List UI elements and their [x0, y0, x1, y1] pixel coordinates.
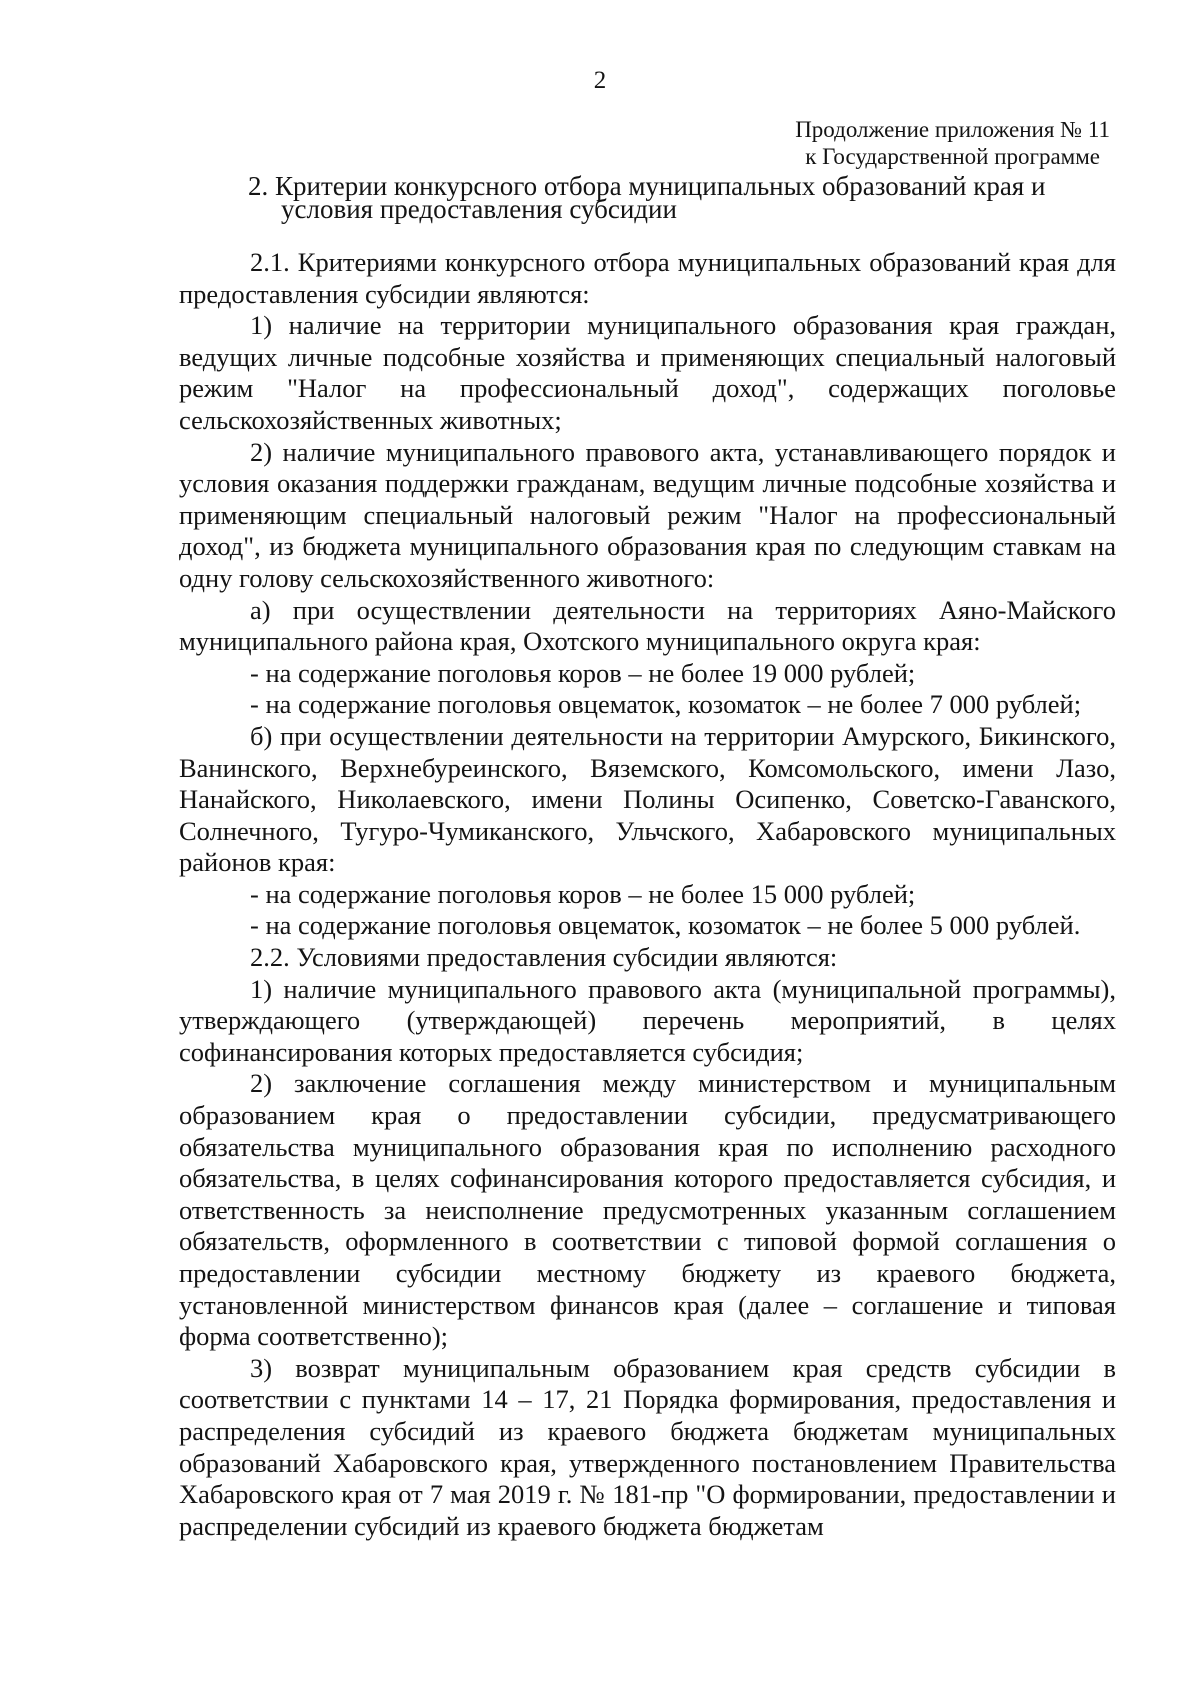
- appendix-note-line: к Государственной программе: [805, 144, 1100, 169]
- paragraph: а) при осуществлении деятельности на территориях Аяно-Майского муниципального района края, Охотского муниципального округа края:: [179, 594, 1116, 657]
- list-item: - на содержание поголовья коров – не более 19 000 рублей;: [250, 657, 916, 688]
- paragraph: б) при осуществлении деятельности на территории Амурского, Бикинского, Ванинского, Верхнебуреинского, Вяземского, Комсомольского, имени Лазо, Нанайского, Николаевского, имени Полины Осипенко, Советско-Гаванского, Солнечного, Тугуро-Чумиканского, Ульчского, Хабаровского муниципальных районов края:: [179, 720, 1116, 878]
- document-body: [179, 247, 1116, 1542]
- list-item: - на содержание поголовья коров – не более 15 000 рублей;: [250, 878, 916, 909]
- paragraph: 2.1. Критериями конкурсного отбора муниципальных образований края для предоставления субсидии являются:: [179, 247, 1116, 309]
- paragraph: 1) наличие муниципального правового акта (муниципальной программы), утверждающего (утверждающей) перечень мероприятий, в целях софинансирования которых предоставляется субсидия;: [179, 973, 1116, 1067]
- appendix-header-note: [795, 116, 1110, 170]
- section-heading: [248, 171, 1108, 224]
- list-item: - на содержание поголовья овцематок, козоматок – не более 5 000 рублей.: [250, 910, 1081, 941]
- section-heading-line: 2. Критерии конкурсного отбора муниципальных образований края и: [248, 171, 1046, 201]
- page-number: 2: [593, 67, 607, 94]
- paragraph: 1) наличие на территории муниципального образования края граждан, ведущих личные подсобные хозяйства и применяющих специальный налоговый режим "Налог на профессиональный доход", содержащих поголовье сельскохозяйственных животных;: [179, 310, 1116, 435]
- paragraph: 2.2. Условиями предоставления субсидии являются:: [250, 942, 838, 973]
- section-heading-line: условия предоставления субсидии: [281, 194, 677, 224]
- list-item: - на содержание поголовья овцематок, козоматок – не более 7 000 рублей;: [250, 689, 1082, 720]
- paragraph: 2) наличие муниципального правового акта, устанавливающего порядок и условия оказания поддержки гражданам, ведущим личные подсобные хозяйства и применяющим специальный налоговый режим "Налог на профессиональный доход", из бюджета муниципального образования края по следующим ставкам на одну голову сельскохозяйственного животного:: [179, 436, 1116, 593]
- appendix-note-line: Продолжение приложения № 11: [795, 117, 1110, 142]
- paragraph: 2) заключение соглашения между министерством и муниципальным образованием края о предоставлении субсидии, предусматривающего обязательства муниципального образования края по исполнению расходного обязательства, в целях софинансирования которого предоставляется субсидия, и ответственность за неисполнение предусмотренных указанным соглашением обязательств, оформленного в соответствии с типовой формой соглашения о предоставлении субсидии местному бюджету из краевого бюджета, установленной министерством финансов края (далее – соглашение и типовая форма соответственно);: [179, 1068, 1116, 1352]
- paragraph: 3) возврат муниципальным образованием края средств субсидии в соответствии с пунктами 14 – 17, 21 Порядка формирования, предоставления и распределения субсидий из краевого бюджета бюджетам муниципальных образований Хабаровского края, утвержденного постановлением Правительства Хабаровского края от 7 мая 2019 г. № 181-пр "О формировании, предоставлении и распределении субсидий из краевого бюджета бюджетам: [179, 1352, 1116, 1541]
